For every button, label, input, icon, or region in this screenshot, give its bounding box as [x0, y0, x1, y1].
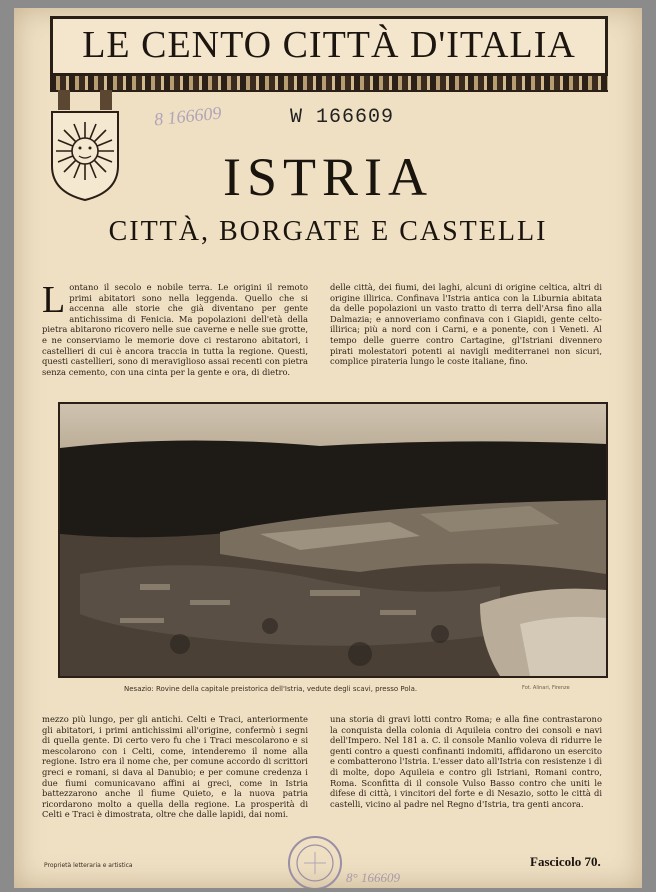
- footer-rights-notice: Proprietà letteraria e artistica: [44, 862, 133, 869]
- photo-credit: Fot. Alinari, Firenze: [522, 685, 570, 691]
- header-banner: [50, 16, 608, 76]
- left-pillar-ornament: [58, 90, 70, 110]
- stamped-inventory-number: W 166609: [290, 106, 395, 129]
- article-title: ISTRIA: [223, 147, 433, 207]
- issue-number: Fascicolo 70.: [530, 854, 601, 869]
- excavation-photo: [58, 402, 608, 678]
- ornamental-frieze: [50, 76, 608, 92]
- text-column-right-top: delle città, dei fiumi, dei laghi, alcuni di origine celtica, altri di origine illirica. Confinava l'Istria antica con la Liburnia abitata da delle popolazioni un vasto tratto di terra dell'Arsa fino alla Dalmazia; e annoveriamo confinava con i Giapidi, gente celto-illirica; più a nord con i Carni, e a ponente, con i Veneti. Al tempo delle guerre contro Cartagine, gl'Istriani divennero pirati molestatori potenti ai navigli mediterranei non sicuri, complice pirateria lungo le coste italiane, fino.: [330, 282, 602, 367]
- article-subtitle: CITTÀ, BORGATE E CASTELLI: [108, 216, 548, 247]
- magazine-page: [14, 8, 642, 888]
- handwritten-inventory-number: 8 166609: [153, 102, 223, 130]
- right-pillar-ornament: [100, 90, 112, 110]
- text-column-right-bottom: una storia di gravi lotti contro Roma; e alla fine contrastarono la conquista della colonia di Aquileia contro dei consoli e navi dell'Impero. Nel 181 a. C. il console Manlio voleva di ridurre le genti contro a questi confinanti indomiti, affidarono un esercito e combatterono l'Istria. L'esser dato all'Istria con resistenze i dì di molte, dopo Aquileia e contro gli Istriani, Romani contro, Roma. Sconfitta di il console Vulso Basso contro che uniti le difese di città, i vincitori del forte e di Nesazio, sotto le città di castelli, vicino al padre nel Regno d'Istria, tra genti ancora.: [330, 714, 602, 809]
- text-column-left-top: Lontano il secolo e nobile terra. Le origini il remoto primi abitatori sono nella leggenda. Quello che si accenna alle storie che già diventano per gente antichissima di Fenicia. Ma popolazioni dell'età della pietra abitarono ricovero nelle sue caverne e nelle sue grotte, e ne conserviamo le memorie dove ci restarono abitatori, i castellieri di cui è ancora traccia in tutta la regione. Questi, questi castellieri, sono di meraviglioso assai recenti con pietra senza cemento, con una cinta per la gente e ora, di dietro.: [42, 282, 308, 377]
- banner-title: LE CENTO CITTÀ D'ITALIA: [82, 24, 576, 66]
- photo-caption: Nesazio: Rovine della capitale preistorica dell'Istria, vedute degli scavi, presso Pola.: [124, 685, 418, 693]
- handwritten-shelf-mark: 8° 166609: [346, 870, 400, 885]
- text-column-left-bottom: mezzo più lungo, per gli antichi. Celti e Traci, anteriormente gli abitatori, i primi antichissimi all'origine, confermò i segni di quella gente. Di certo vero fu che i Traci mescolarono e si mescolarono con i Celti, come, intenderemo il nome alla regione. Istro era il nome che, per comune accordo di scrittori greci e romani, si dava al Danubio; e per comune credenza i due fiumi comunicavano affini ai greci, come in Istria battezzarono anche il fiume Quieto, e la nuova patria ricordarono molto a quella della regione. La prosperità di Celti e Traci è dimostrata, oltre che dalle lapidi, dai nomi.: [42, 714, 308, 820]
- drop-cap: L: [42, 282, 66, 321]
- library-stamp-icon: [286, 834, 344, 888]
